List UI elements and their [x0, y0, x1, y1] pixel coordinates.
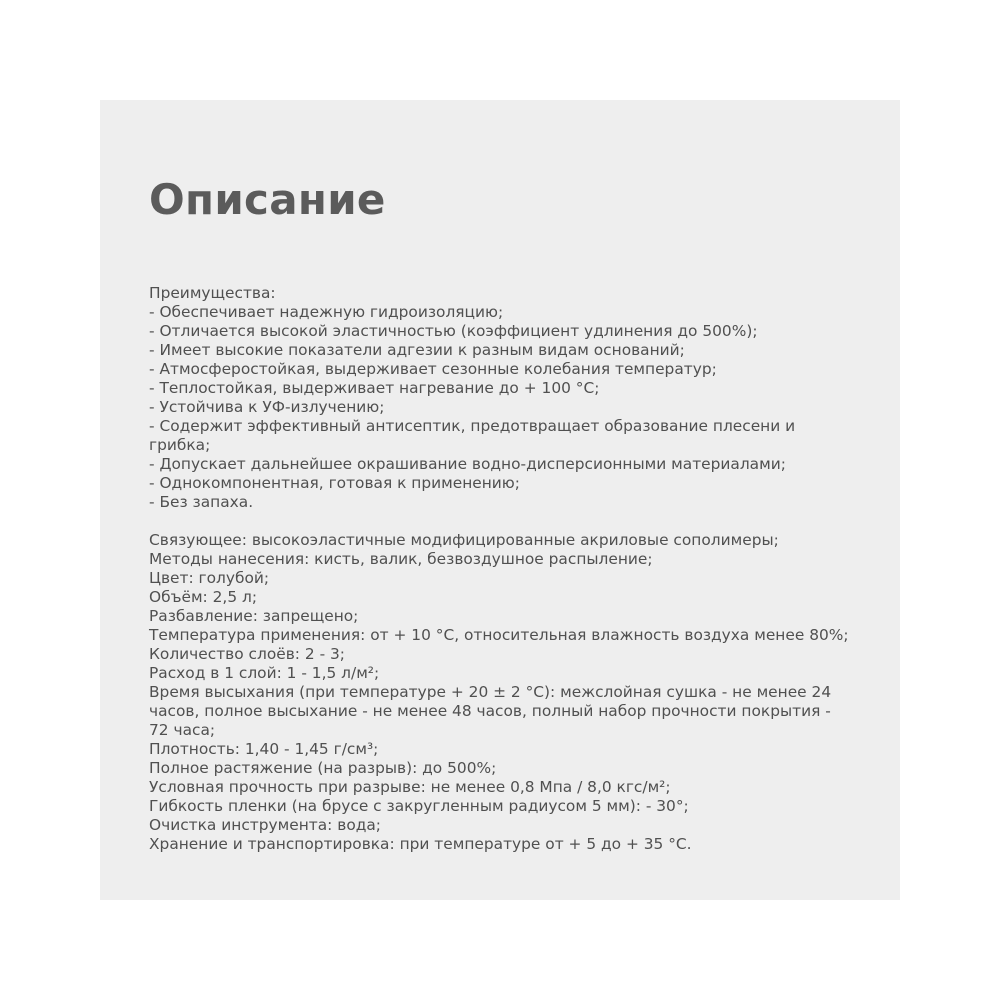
advantage-item: - Имеет высокие показатели адгезии к разным видам оснований;	[149, 341, 685, 359]
advantage-item: - Устойчива к УФ-излучению;	[149, 398, 385, 416]
spec-line: 72 часа;	[149, 721, 216, 739]
advantage-item: грибка;	[149, 436, 211, 454]
spec-line: Гибкость пленки (на брусе с закругленным радиусом 5 мм): - 30°;	[149, 797, 689, 815]
spec-line: Цвет: голубой;	[149, 569, 270, 587]
spec-line: Расход в 1 слой: 1 - 1,5 л/м²;	[149, 664, 380, 682]
spec-line: Полное растяжение (на разрыв): до 500%;	[149, 759, 497, 777]
advantage-item: - Обеспечивает надежную гидроизоляцию;	[149, 303, 504, 321]
advantage-item: - Содержит эффективный антисептик, предотвращает образование плесени и	[149, 417, 796, 435]
description-body	[149, 284, 869, 854]
spec-line: Количество слоёв: 2 - 3;	[149, 645, 345, 663]
advantage-item: - Однокомпонентная, готовая к применению;	[149, 474, 520, 492]
advantage-item: - Теплостойкая, выдерживает нагревание до + 100 °С;	[149, 379, 600, 397]
spec-line: Хранение и транспортировка: при температуре от + 5 до + 35 °С.	[149, 835, 692, 853]
spec-line: Очистка инструмента: вода;	[149, 816, 381, 834]
advantages-heading: Преимущества:	[149, 284, 276, 302]
paragraph-gap	[149, 512, 869, 531]
advantage-item: - Без запаха.	[149, 493, 254, 511]
spec-line: Условная прочность при разрыве: не менее 0,8 Мпа / 8,0 кгс/м²;	[149, 778, 671, 796]
spec-line: Температура применения: от + 10 °С, относительная влажность воздуха менее 80%;	[149, 626, 849, 644]
spec-line: Время высыхания (при температуре + 20 ± 2 °С): межслойная сушка - не менее 24	[149, 683, 832, 701]
spec-line: Объём: 2,5 л;	[149, 588, 258, 606]
advantage-item: - Допускает дальнейшее окрашивание водно-дисперсионными материалами;	[149, 455, 786, 473]
advantage-item: - Атмосферостойкая, выдерживает сезонные колебания температур;	[149, 360, 717, 378]
advantage-item: - Отличается высокой эластичностью (коэффициент удлинения до 500%);	[149, 322, 758, 340]
spec-line: Методы нанесения: кисть, валик, безвоздушное распыление;	[149, 550, 653, 568]
page-title: Описание	[149, 175, 386, 224]
description-card	[100, 100, 900, 900]
spec-line: Разбавление: запрещено;	[149, 607, 359, 625]
spec-line: Плотность: 1,40 - 1,45 г/см³;	[149, 740, 379, 758]
spec-line: Связующее: высокоэластичные модифицированные акриловые сополимеры;	[149, 531, 779, 549]
spec-line: часов, полное высыхание - не менее 48 часов, полный набор прочности покрытия -	[149, 702, 831, 720]
